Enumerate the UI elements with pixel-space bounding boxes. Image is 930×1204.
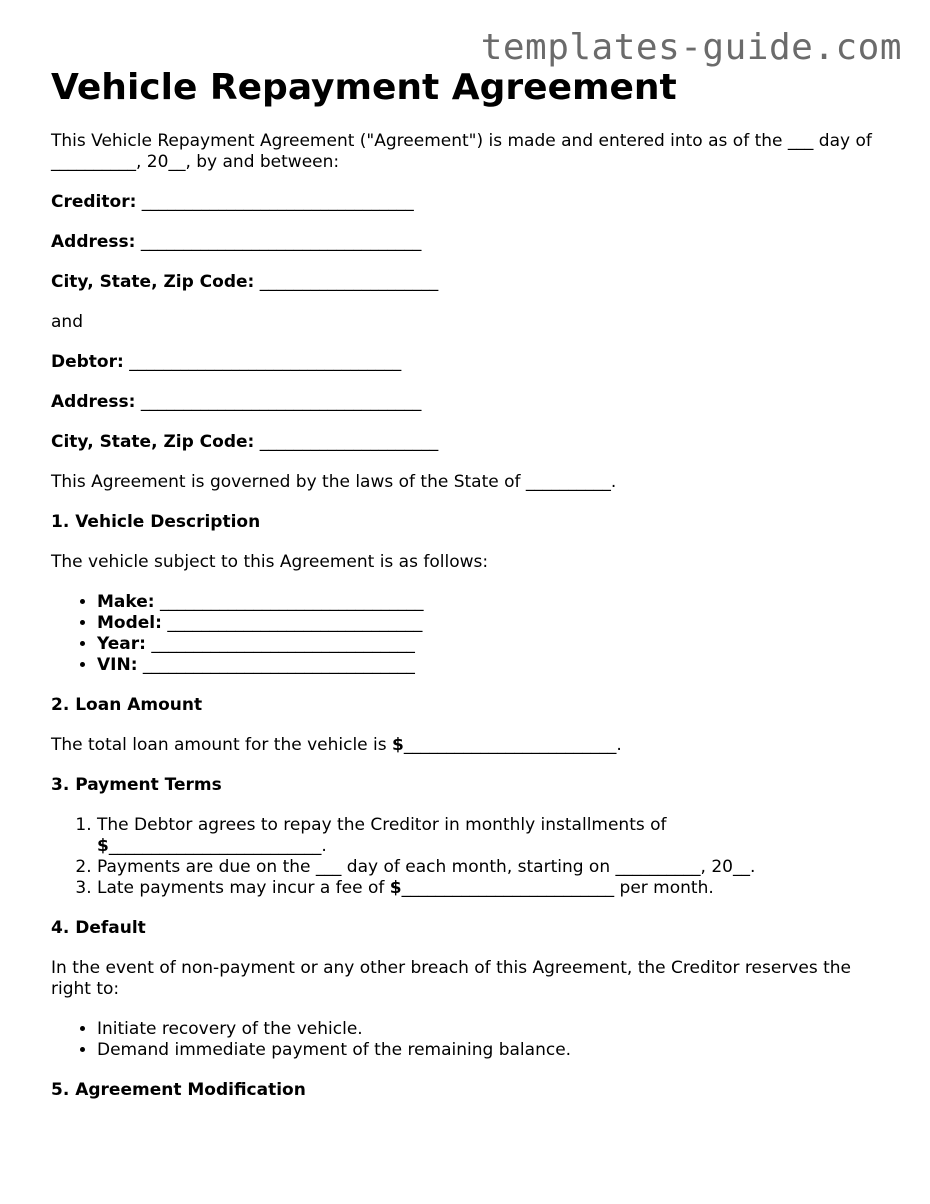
vin-blank: ________________________________	[137, 655, 415, 675]
creditor-name-blank: ________________________________	[136, 192, 414, 212]
intro-paragraph: This Vehicle Repayment Agreement ("Agreement") is made and entered into as of the ___ day of __________, 20__, by and between:	[51, 131, 872, 172]
governing-law: This Agreement is governed by the laws of the State of __________.	[51, 472, 617, 492]
debtor-city-label: City, State, Zip Code:	[51, 432, 255, 452]
default-list	[51, 1019, 881, 1061]
year-blank: _______________________________	[145, 634, 415, 654]
section-heading-loan: 2. Loan Amount	[51, 695, 203, 715]
list-item: • Initiate recovery of the vehicle.	[97, 1019, 881, 1040]
debtor-city-blank: _____________________	[254, 432, 439, 452]
list-item	[97, 878, 881, 899]
default-intro: In the event of non-payment or any other breach of this Agreement, the Creditor reserves the right to:	[51, 958, 851, 999]
list-item	[97, 613, 881, 634]
creditor-name-label: Creditor:	[51, 192, 137, 212]
list-item: 2. Payments are due on the ___ day of each month, starting on __________, 20__.	[97, 857, 881, 878]
debtor-name-label: Debtor:	[51, 352, 124, 372]
creditor-city-label: City, State, Zip Code:	[51, 272, 255, 292]
watermark: templates-guide.com	[480, 27, 902, 68]
document-page	[51, 66, 881, 1120]
payment-item1-after: _________________________.	[108, 836, 327, 856]
creditor-address-line	[51, 232, 881, 253]
payment-item1-before: The Debtor agrees to repay the Creditor in monthly installments of	[97, 815, 667, 835]
payment-item3-before: Late payments may incur a fee of	[97, 878, 390, 898]
vin-label: VIN:	[97, 655, 138, 675]
debtor-city-line	[51, 432, 881, 453]
list-item	[97, 655, 881, 676]
creditor-address-label: Address:	[51, 232, 136, 252]
section-heading-payment: 3. Payment Terms	[51, 775, 222, 795]
payment-terms-list	[51, 815, 881, 899]
document-title: Vehicle Repayment Agreement	[51, 67, 677, 108]
debtor-name-blank: ________________________________	[123, 352, 402, 372]
list-item	[97, 634, 881, 655]
list-item	[97, 592, 881, 613]
debtor-name-line	[51, 352, 881, 373]
payment-item1-currency: $	[97, 836, 109, 856]
creditor-city-blank: _____________________	[254, 272, 439, 292]
section-heading-vehicle: 1. Vehicle Description	[51, 512, 261, 532]
loan-amount-text	[51, 735, 881, 756]
debtor-address-blank: _________________________________	[135, 392, 422, 412]
debtor-address-line	[51, 392, 881, 413]
make-label: Make:	[97, 592, 155, 612]
creditor-city-line	[51, 272, 881, 293]
model-label: Model:	[97, 613, 162, 633]
creditor-address-blank: _________________________________	[135, 232, 422, 252]
vehicle-intro: The vehicle subject to this Agreement is as follows:	[51, 552, 489, 572]
loan-currency: $	[392, 735, 404, 755]
creditor-name-line	[51, 192, 881, 213]
list-item: • Demand immediate payment of the remaining balance.	[97, 1040, 881, 1061]
section-heading-modification: 5. Agreement Modification	[51, 1080, 306, 1100]
loan-text-after: _________________________.	[403, 735, 622, 755]
year-label: Year:	[97, 634, 146, 654]
vehicle-list	[51, 592, 881, 676]
and-text: and	[51, 312, 83, 332]
payment-item3-after: _________________________ per month.	[401, 878, 714, 898]
model-blank: ______________________________	[161, 613, 423, 633]
list-item	[97, 815, 881, 857]
payment-item3-currency: $	[389, 878, 402, 898]
debtor-address-label: Address:	[51, 392, 136, 412]
loan-text-before: The total loan amount for the vehicle is	[51, 735, 393, 755]
make-blank: _______________________________	[154, 592, 424, 612]
section-heading-default: 4. Default	[51, 918, 146, 938]
